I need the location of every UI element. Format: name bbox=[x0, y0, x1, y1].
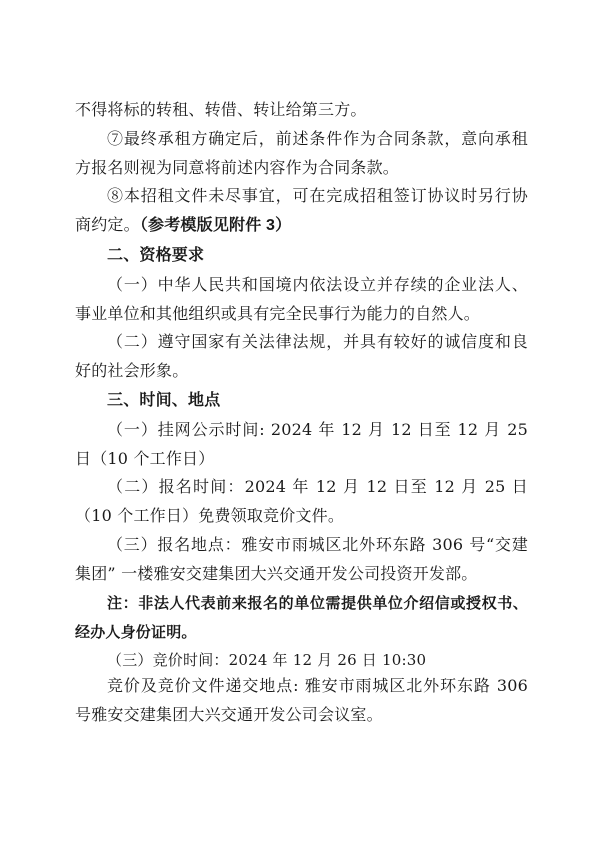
para-clause-8 bbox=[75, 182, 528, 241]
heading-section-3-time-place-run-0: 三、时间、地点 bbox=[107, 391, 221, 409]
heading-section-3-time-place bbox=[75, 386, 528, 416]
para-qualification-1 bbox=[75, 271, 528, 329]
para-qualification-2 bbox=[75, 328, 528, 386]
para-clause-7-run-0: ⑦最终承租方确定后，前述条件作为合同条款，意向承租方报名则视为同意将前述内容作为合同条款。 bbox=[75, 128, 528, 177]
para-signup-location bbox=[75, 531, 528, 589]
para-signup-time bbox=[75, 473, 528, 531]
para-bid-time bbox=[75, 648, 528, 672]
para-bid-time-run-0: （三）竞价时间：2024 年 12 月 26 日 10:30 bbox=[107, 651, 427, 670]
para-clause-8-run-1: （参考模版见附件 3） bbox=[139, 217, 292, 235]
para-publicity-time-run-0: （一）挂网公示时间: 2024 年 12 月 12 日至 12 月 25 日（10 个工作日） bbox=[75, 419, 528, 468]
para-qualification-1-run-0: （一）中华人民共和国境内依法设立并存续的企业法人、事业单位和其他组织或具有完全民事行为能力的自然人。 bbox=[75, 274, 528, 323]
document-content bbox=[75, 96, 528, 730]
heading-section-2-qualifications bbox=[75, 241, 528, 271]
para-clause-8-run-0: ⑧本招租文件未尽事宜，可在完成招租签订协议时另行协商约定。 bbox=[75, 186, 528, 235]
para-qualification-2-run-0: （二）遵守国家有关法律法规，并具有较好的诚信度和良好的社会形象。 bbox=[75, 332, 528, 381]
para-signup-time-run-0: （二）报名时间：2024 年 12 月 12 日至 12 月 25 日（10 个工作日）免费领取竞价文件。 bbox=[75, 477, 528, 526]
para-clause-7 bbox=[75, 125, 528, 183]
para-signup-location-run-0: （三）报名地点：雅安市雨城区北外环东路 306 号“交建集团” 一楼雅安交建集团大兴交通开发公司投资开发部。 bbox=[75, 534, 528, 583]
para-carryover-clause bbox=[75, 96, 528, 125]
heading-section-2-qualifications-run-0: 二、资格要求 bbox=[107, 246, 205, 264]
para-note-non-legal-representative bbox=[75, 589, 528, 649]
para-bid-submission-location-run-0: 竞价及竞价文件递交地点: 雅安市雨城区北外环东路 306 号雅安交建集团大兴交通开发公司会议室。 bbox=[75, 676, 528, 724]
para-bid-submission-location bbox=[75, 672, 528, 730]
para-note-non-legal-representative-run-0: 注：非法人代表前来报名的单位需提供单位介绍信或授权书、经办人身份证明。 bbox=[75, 594, 528, 642]
para-publicity-time bbox=[75, 416, 528, 474]
para-carryover-clause-run-0: 不得将标的转租、转借、转让给第三方。 bbox=[75, 100, 367, 119]
